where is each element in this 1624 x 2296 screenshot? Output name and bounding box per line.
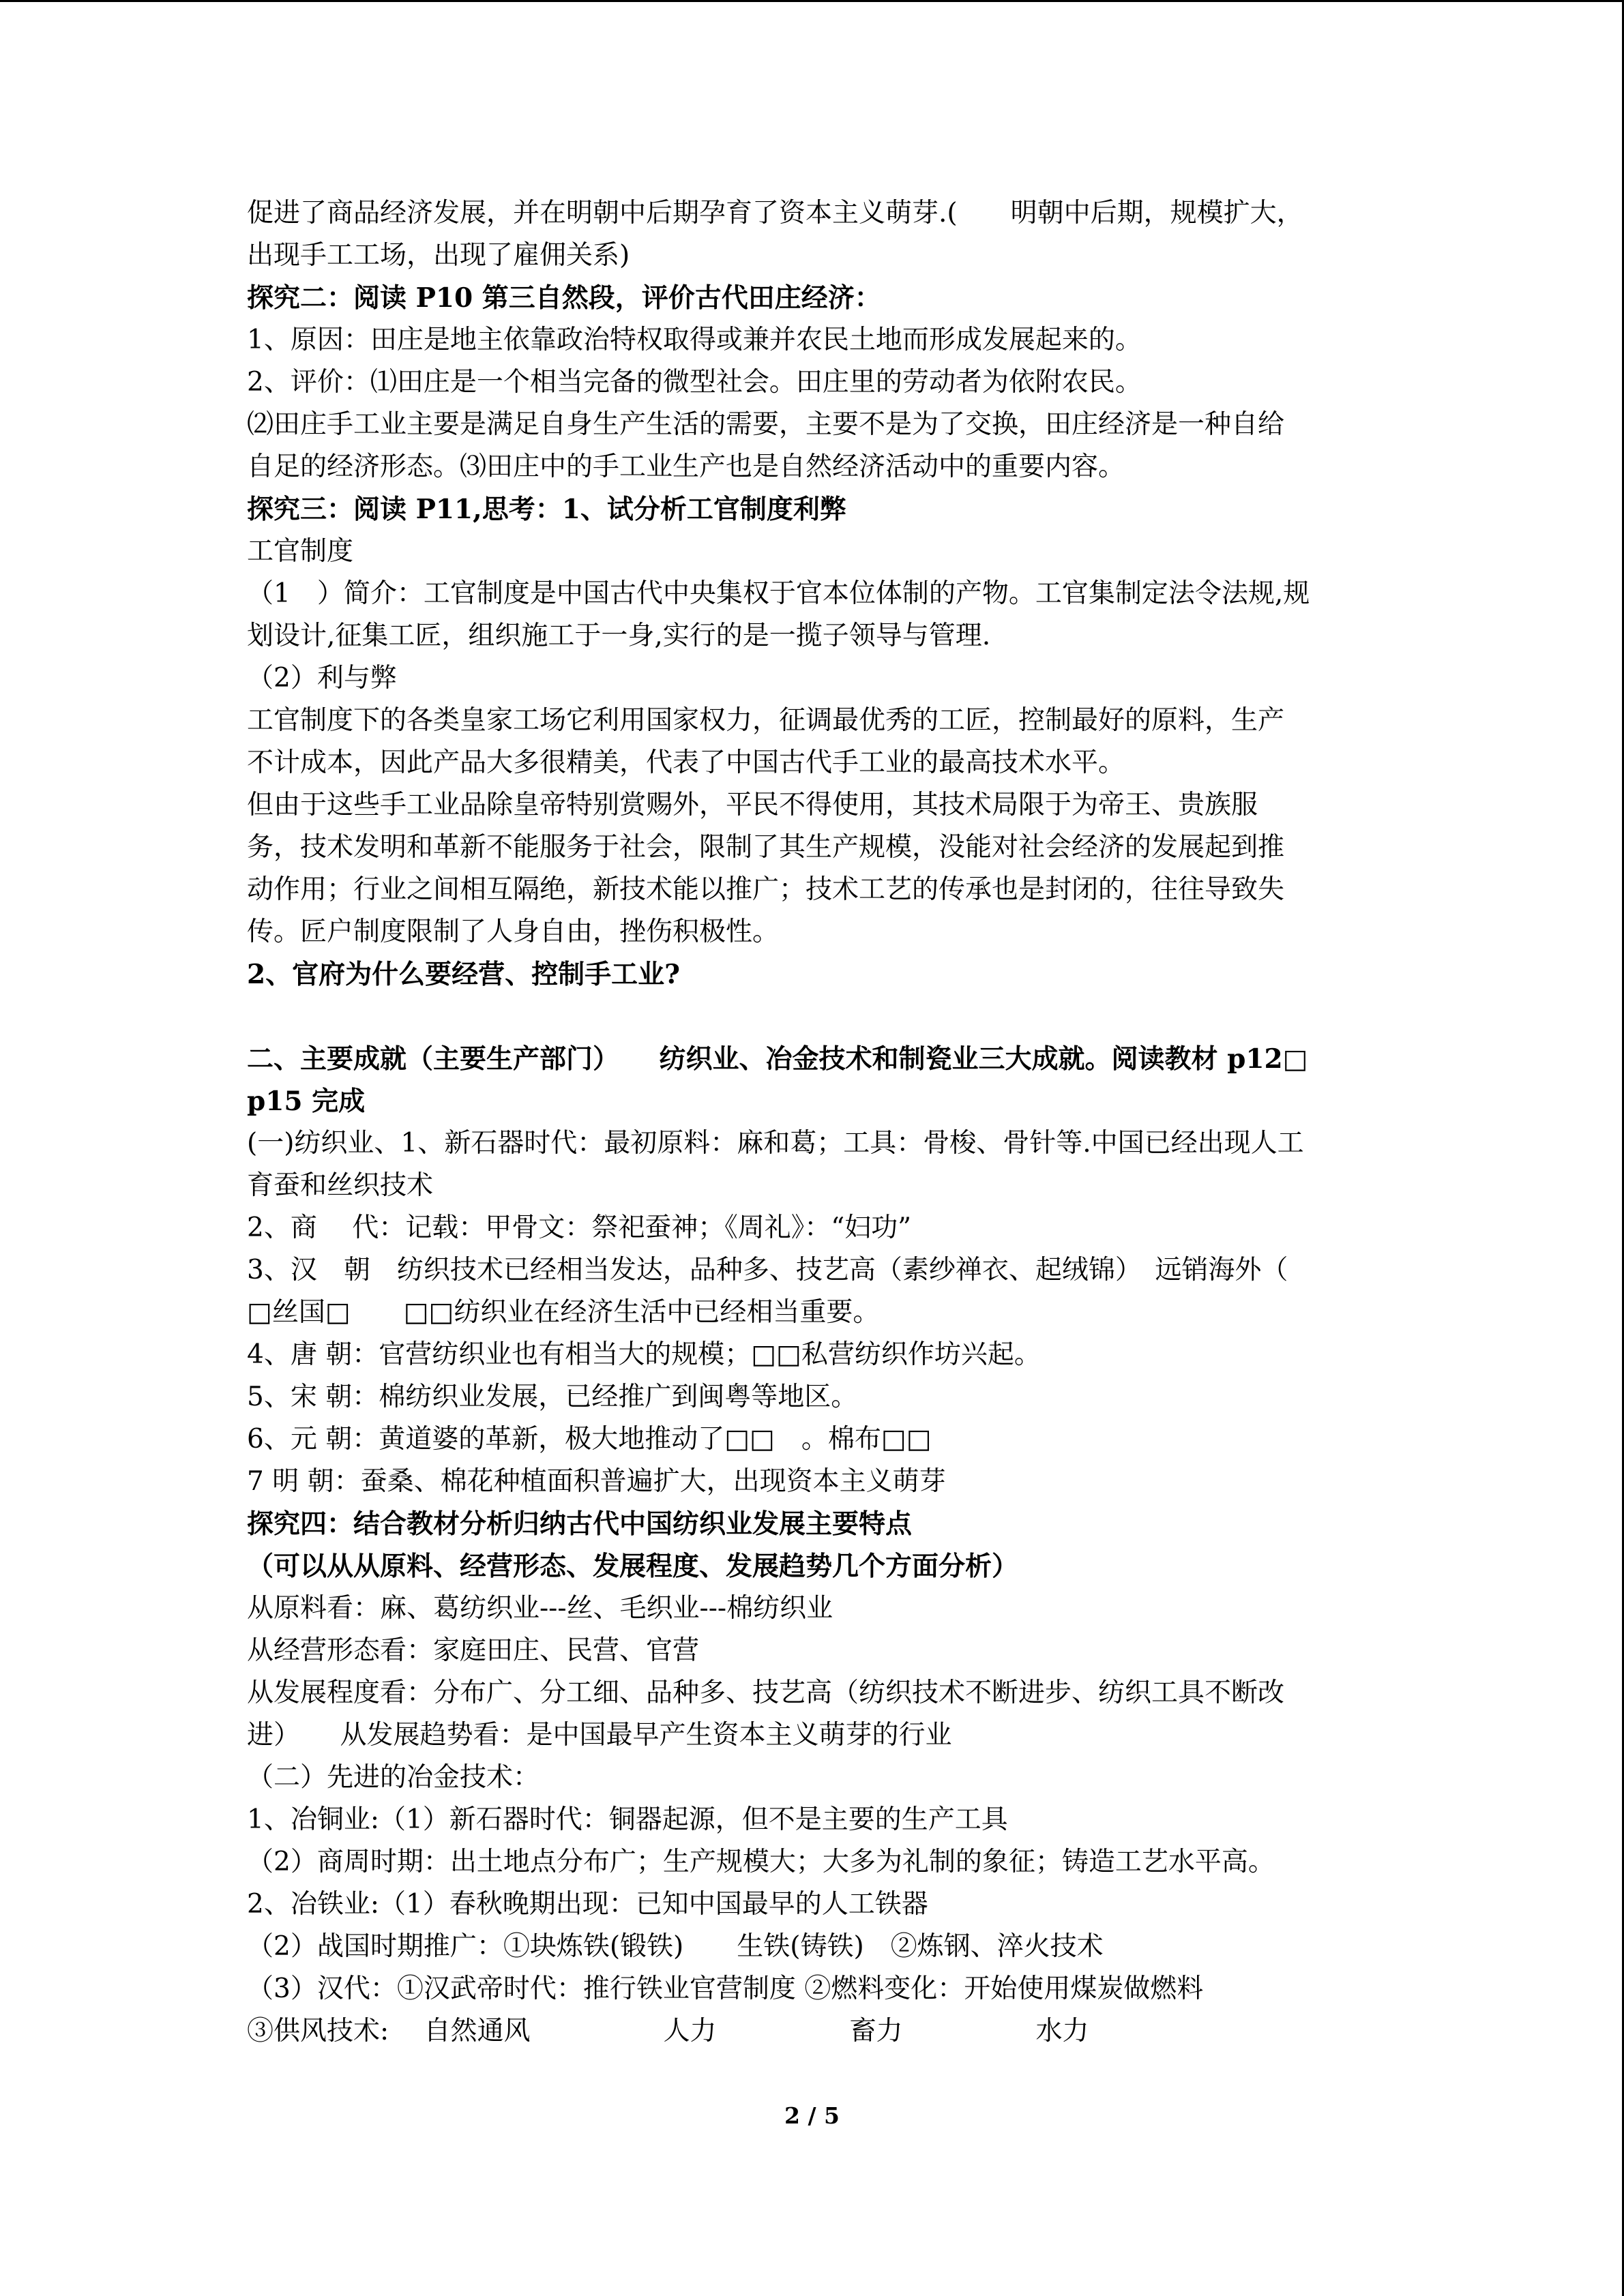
- text-line: 2、评价：⑴田庄是一个相当完备的微型社会。田庄里的劳动者为依附农民。: [247, 367, 1142, 398]
- text-line: 动作用；行业之间相互隔绝，新技术能以推广；技术工艺的传承也是封闭的，往往导致失: [247, 874, 1285, 905]
- text-line: (一)纺织业、1、新石器时代：最初原料：麻和葛；工具：骨梭、骨针等.中国已经出现人工: [247, 1128, 1304, 1159]
- text-line: 7 明 朝：蚕桑、棉花种植面积普遍扩大，出现资本主义萌芽: [247, 1466, 946, 1497]
- text-line: （2）商周时期：出土地点分布广；生产规模大；大多为礼制的象征；铸造工艺水平高。: [247, 1847, 1275, 1877]
- page-number: 2 / 5: [784, 2102, 840, 2129]
- text-line: 促进了商品经济发展，并在明朝中后期孕育了资本主义萌芽.( 明朝中后期，规模扩大，: [247, 198, 1303, 228]
- text-line: （2）战国时期推广：①块炼铁(锻铁) 生铁(铸铁) ②炼钢、淬火技术: [247, 1931, 1104, 1962]
- text-line: （3）汉代：①汉武帝时代：推行铁业官营制度 ②燃料变化：开始使用煤炭做燃料: [247, 1973, 1204, 2004]
- text-line: ⑵田庄手工业主要是满足自身生产生活的需要，主要不是为了交换，田庄经济是一种自给: [247, 409, 1285, 440]
- text-line: 出现手工工场，出现了雇佣关系): [247, 240, 630, 271]
- section-heading: p15 完成: [247, 1086, 366, 1117]
- section-heading: 探究二：阅读 P10 第三自然段，评价古代田庄经济：: [247, 282, 881, 314]
- text-line: 划设计,征集工匠，组织施工于一身,实行的是一揽子领导与管理.: [247, 621, 991, 651]
- document-body: [247, 192, 1385, 2053]
- blank-line: [247, 996, 1385, 1038]
- text-line: 2、冶铁业:（1）春秋晚期出现：已知中国最早的人工铁器: [247, 1889, 928, 1920]
- text-line: 从经营形态看：家庭田庄、民营、官营: [247, 1635, 700, 1666]
- text-line: 不计成本，因此产品大多很精美，代表了中国古代手工业的最高技术水平。: [247, 747, 1125, 778]
- text-line: 4、唐 朝：官营纺织业也有相当大的规模；□□私营纺织作坊兴起。: [247, 1339, 1041, 1370]
- text-line: □丝国□ □□纺织业在经济生活中已经相当重要。: [247, 1297, 880, 1328]
- text-line: 1、原因：田庄是地主依靠政治特权取得或兼并农民土地而形成发展起来的。: [247, 325, 1142, 355]
- text-line: 务，技术发明和革新不能服务于社会，限制了其生产规模，没能对社会经济的发展起到推: [247, 832, 1285, 863]
- text-line: 5、宋 朝：棉纺织业发展，已经推广到闽粤等地区。: [247, 1382, 858, 1412]
- text-line: （1 ）简介：工官制度是中国古代中央集权于官本位体制的产物。工官集制定法令法规,规: [247, 578, 1310, 609]
- text-line: 进） 从发展趋势看：是中国最早产生资本主义萌芽的行业: [247, 1720, 952, 1750]
- text-line: 育蚕和丝织技术: [247, 1170, 434, 1201]
- question-heading: 2、官府为什么要经营、控制手工业?: [247, 959, 680, 990]
- text-line: （2）利与弊: [247, 663, 397, 694]
- text-line: 工官制度: [247, 536, 354, 567]
- text-line: 3、汉 朝 纺织技术已经相当发达，品种多、技艺高（素纱禅衣、起绒锦） 远销海外（: [247, 1255, 1288, 1285]
- page-top-border: [0, 0, 1624, 2]
- text-line: （二）先进的冶金技术：: [247, 1762, 540, 1793]
- text-line: ③供风技术: 自然通风 人力 畜力 水力: [247, 2016, 1089, 2046]
- section-heading: 探究三：阅读 P11,思考：1、试分析工官制度利弊: [247, 494, 846, 525]
- section-heading: 二、主要成就（主要生产部门） 纺织业、冶金技术和制瓷业三大成就。阅读教材 p12□: [247, 1043, 1308, 1075]
- text-line: 6、元 朝：黄道婆的革新，极大地推动了□□ 。棉布□□: [247, 1424, 932, 1455]
- text-line: 传。匠户制度限制了人身自由，挫伤积极性。: [247, 916, 780, 947]
- section-heading: 探究四：结合教材分析归纳古代中国纺织业发展主要特点: [247, 1508, 913, 1540]
- text-line: 1、冶铜业:（1）新石器时代：铜器起源，但不是主要的生产工具: [247, 1804, 1008, 1835]
- text-line: 从原料看：麻、葛纺织业---丝、毛织业---棉纺织业: [247, 1593, 833, 1624]
- section-heading: （可以从从原料、经营形态、发展程度、发展趋势几个方面分析）: [247, 1551, 1019, 1582]
- text-line: 自足的经济形态。⑶田庄中的手工业生产也是自然经济活动中的重要内容。: [247, 451, 1125, 482]
- text-line: 2、商 代：记载：甲骨文：祭祀蚕神；《周礼》：“妇功”: [247, 1212, 912, 1243]
- text-line: 从发展程度看：分布广、分工细、品种多、技艺高（纺织技术不断进步、纺织工具不断改: [247, 1678, 1285, 1708]
- text-line: 但由于这些手工业品除皇帝特别赏赐外，平民不得使用，其技术局限于为帝王、贵族服: [247, 790, 1258, 820]
- text-line: 工官制度下的各类皇家工场它利用国家权力，征调最优秀的工匠，控制最好的原料，生产: [247, 705, 1285, 736]
